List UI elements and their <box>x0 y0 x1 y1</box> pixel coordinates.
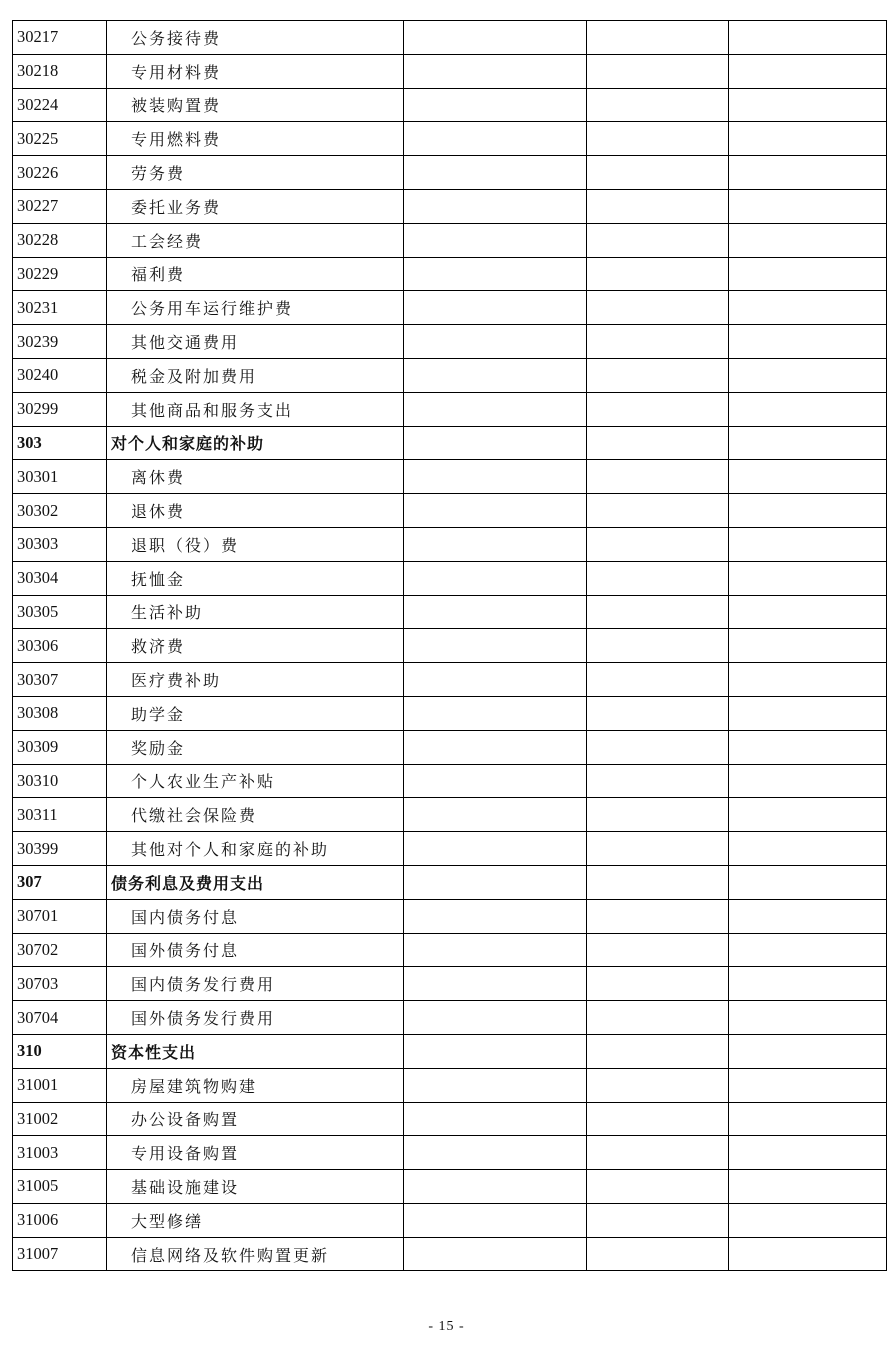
row-value-cell-3 <box>729 189 887 223</box>
row-name: 专用设备购置 <box>107 1136 404 1170</box>
row-value-cell-2 <box>587 967 729 1001</box>
row-value-cell-2 <box>587 527 729 561</box>
row-value-cell-3 <box>729 1170 887 1204</box>
table-row <box>13 54 887 88</box>
row-name: 代缴社会保险费 <box>107 798 404 832</box>
row-value-cell-3 <box>729 899 887 933</box>
table-row <box>13 122 887 156</box>
row-code: 30307 <box>13 663 107 697</box>
row-value-cell-3 <box>729 1237 887 1271</box>
row-value-cell-3 <box>729 696 887 730</box>
table-row <box>13 1136 887 1170</box>
row-code: 30702 <box>13 933 107 967</box>
row-code: 31001 <box>13 1068 107 1102</box>
row-code: 310 <box>13 1034 107 1068</box>
row-value-cell-2 <box>587 392 729 426</box>
row-value-cell-3 <box>729 832 887 866</box>
row-value-cell-1 <box>404 1203 587 1237</box>
row-value-cell-2 <box>587 1237 729 1271</box>
row-code: 31005 <box>13 1170 107 1204</box>
row-value-cell-1 <box>404 156 587 190</box>
row-value-cell-2 <box>587 629 729 663</box>
row-value-cell-2 <box>587 358 729 392</box>
row-code: 30704 <box>13 1001 107 1035</box>
row-value-cell-3 <box>729 1034 887 1068</box>
row-value-cell-2 <box>587 865 729 899</box>
row-name: 委托业务费 <box>107 189 404 223</box>
row-name: 其他交通费用 <box>107 325 404 359</box>
row-value-cell-2 <box>587 494 729 528</box>
row-value-cell-3 <box>729 325 887 359</box>
row-code: 30226 <box>13 156 107 190</box>
row-value-cell-2 <box>587 764 729 798</box>
row-code: 31007 <box>13 1237 107 1271</box>
row-code: 30701 <box>13 899 107 933</box>
row-code: 30308 <box>13 696 107 730</box>
row-value-cell-3 <box>729 1102 887 1136</box>
row-value-cell-2 <box>587 1034 729 1068</box>
row-code: 30218 <box>13 54 107 88</box>
row-value-cell-3 <box>729 460 887 494</box>
row-name: 国外债务发行费用 <box>107 1001 404 1035</box>
row-name: 专用材料费 <box>107 54 404 88</box>
row-code: 30306 <box>13 629 107 663</box>
table-row <box>13 595 887 629</box>
row-name: 助学金 <box>107 696 404 730</box>
row-value-cell-3 <box>729 122 887 156</box>
row-name: 救济费 <box>107 629 404 663</box>
row-code: 30225 <box>13 122 107 156</box>
row-value-cell-1 <box>404 798 587 832</box>
row-value-cell-2 <box>587 291 729 325</box>
table-row <box>13 1001 887 1035</box>
row-value-cell-1 <box>404 629 587 663</box>
table-row <box>13 156 887 190</box>
table-row <box>13 561 887 595</box>
row-value-cell-2 <box>587 54 729 88</box>
row-value-cell-3 <box>729 595 887 629</box>
row-code: 30703 <box>13 967 107 1001</box>
row-value-cell-2 <box>587 832 729 866</box>
table-row <box>13 798 887 832</box>
row-name: 资本性支出 <box>107 1034 404 1068</box>
row-value-cell-2 <box>587 595 729 629</box>
row-code: 30231 <box>13 291 107 325</box>
row-value-cell-3 <box>729 88 887 122</box>
row-code: 30224 <box>13 88 107 122</box>
row-code: 31003 <box>13 1136 107 1170</box>
category-row <box>13 1034 887 1068</box>
row-code: 31002 <box>13 1102 107 1136</box>
row-value-cell-1 <box>404 392 587 426</box>
row-value-cell-1 <box>404 1170 587 1204</box>
row-code: 30229 <box>13 257 107 291</box>
row-value-cell-2 <box>587 189 729 223</box>
row-name: 被装购置费 <box>107 88 404 122</box>
row-value-cell-3 <box>729 392 887 426</box>
row-value-cell-2 <box>587 21 729 55</box>
row-code: 30310 <box>13 764 107 798</box>
table-row <box>13 291 887 325</box>
row-name: 退休费 <box>107 494 404 528</box>
row-value-cell-2 <box>587 223 729 257</box>
table-row <box>13 21 887 55</box>
table-row <box>13 1170 887 1204</box>
table-row <box>13 358 887 392</box>
row-value-cell-1 <box>404 291 587 325</box>
row-name: 信息网络及软件购置更新 <box>107 1237 404 1271</box>
row-value-cell-2 <box>587 933 729 967</box>
row-code: 30311 <box>13 798 107 832</box>
row-value-cell-3 <box>729 1001 887 1035</box>
row-value-cell-2 <box>587 426 729 460</box>
row-code: 30305 <box>13 595 107 629</box>
row-name: 离休费 <box>107 460 404 494</box>
row-value-cell-3 <box>729 561 887 595</box>
row-code: 30399 <box>13 832 107 866</box>
row-value-cell-2 <box>587 1136 729 1170</box>
row-value-cell-3 <box>729 629 887 663</box>
row-value-cell-3 <box>729 764 887 798</box>
row-value-cell-1 <box>404 54 587 88</box>
row-value-cell-1 <box>404 933 587 967</box>
row-value-cell-1 <box>404 1001 587 1035</box>
row-value-cell-3 <box>729 967 887 1001</box>
row-value-cell-2 <box>587 156 729 190</box>
row-code: 30228 <box>13 223 107 257</box>
row-value-cell-1 <box>404 1237 587 1271</box>
table-row <box>13 494 887 528</box>
row-value-cell-2 <box>587 1170 729 1204</box>
row-value-cell-2 <box>587 798 729 832</box>
row-code: 30302 <box>13 494 107 528</box>
row-value-cell-3 <box>729 527 887 561</box>
table-row <box>13 933 887 967</box>
row-value-cell-3 <box>729 21 887 55</box>
row-name: 办公设备购置 <box>107 1102 404 1136</box>
row-name: 房屋建筑物购建 <box>107 1068 404 1102</box>
table-body <box>13 21 887 1271</box>
table-row <box>13 1102 887 1136</box>
row-value-cell-2 <box>587 460 729 494</box>
row-value-cell-1 <box>404 527 587 561</box>
row-value-cell-1 <box>404 832 587 866</box>
row-value-cell-1 <box>404 189 587 223</box>
table-row <box>13 189 887 223</box>
row-value-cell-1 <box>404 730 587 764</box>
row-value-cell-1 <box>404 595 587 629</box>
row-name: 税金及附加费用 <box>107 358 404 392</box>
row-name: 基础设施建设 <box>107 1170 404 1204</box>
row-name: 对个人和家庭的补助 <box>107 426 404 460</box>
table-row <box>13 88 887 122</box>
row-name: 公务接待费 <box>107 21 404 55</box>
row-code: 30239 <box>13 325 107 359</box>
row-name: 大型修缮 <box>107 1203 404 1237</box>
row-value-cell-1 <box>404 460 587 494</box>
table-row <box>13 460 887 494</box>
page-number: - 15 - <box>428 1319 465 1334</box>
row-name: 国内债务付息 <box>107 899 404 933</box>
row-value-cell-2 <box>587 663 729 697</box>
row-value-cell-1 <box>404 1102 587 1136</box>
row-value-cell-1 <box>404 899 587 933</box>
row-code: 30303 <box>13 527 107 561</box>
row-code: 30301 <box>13 460 107 494</box>
row-name: 其他商品和服务支出 <box>107 392 404 426</box>
row-value-cell-2 <box>587 1203 729 1237</box>
row-value-cell-1 <box>404 223 587 257</box>
row-value-cell-3 <box>729 426 887 460</box>
row-value-cell-3 <box>729 291 887 325</box>
row-value-cell-1 <box>404 1136 587 1170</box>
table-row <box>13 325 887 359</box>
row-code: 30304 <box>13 561 107 595</box>
row-value-cell-3 <box>729 730 887 764</box>
table-row <box>13 663 887 697</box>
row-name: 其他对个人和家庭的补助 <box>107 832 404 866</box>
row-value-cell-3 <box>729 358 887 392</box>
row-value-cell-1 <box>404 358 587 392</box>
row-value-cell-2 <box>587 1102 729 1136</box>
row-name: 公务用车运行维护费 <box>107 291 404 325</box>
row-code: 31006 <box>13 1203 107 1237</box>
row-value-cell-3 <box>729 1068 887 1102</box>
budget-table <box>12 20 887 1271</box>
row-value-cell-1 <box>404 88 587 122</box>
row-value-cell-2 <box>587 1001 729 1035</box>
row-code: 307 <box>13 865 107 899</box>
row-name: 医疗费补助 <box>107 663 404 697</box>
row-name: 劳务费 <box>107 156 404 190</box>
table-row <box>13 527 887 561</box>
table-row <box>13 392 887 426</box>
row-value-cell-3 <box>729 156 887 190</box>
row-value-cell-2 <box>587 122 729 156</box>
row-value-cell-2 <box>587 1068 729 1102</box>
row-value-cell-1 <box>404 122 587 156</box>
row-value-cell-1 <box>404 865 587 899</box>
row-name: 国外债务付息 <box>107 933 404 967</box>
row-value-cell-1 <box>404 257 587 291</box>
row-code: 30299 <box>13 392 107 426</box>
row-code: 30309 <box>13 730 107 764</box>
row-name: 福利费 <box>107 257 404 291</box>
row-value-cell-2 <box>587 257 729 291</box>
row-value-cell-3 <box>729 663 887 697</box>
row-code: 30240 <box>13 358 107 392</box>
row-value-cell-3 <box>729 257 887 291</box>
row-value-cell-1 <box>404 21 587 55</box>
row-name: 个人农业生产补贴 <box>107 764 404 798</box>
row-value-cell-2 <box>587 561 729 595</box>
row-value-cell-1 <box>404 663 587 697</box>
table-row <box>13 967 887 1001</box>
table-row <box>13 730 887 764</box>
table-row <box>13 899 887 933</box>
row-code: 303 <box>13 426 107 460</box>
row-value-cell-1 <box>404 1034 587 1068</box>
row-value-cell-2 <box>587 696 729 730</box>
row-name: 生活补助 <box>107 595 404 629</box>
row-value-cell-1 <box>404 494 587 528</box>
row-value-cell-2 <box>587 88 729 122</box>
row-value-cell-3 <box>729 865 887 899</box>
row-name: 退职（役）费 <box>107 527 404 561</box>
table-row <box>13 832 887 866</box>
row-value-cell-1 <box>404 696 587 730</box>
row-value-cell-1 <box>404 426 587 460</box>
table-row <box>13 1237 887 1271</box>
table-row <box>13 1203 887 1237</box>
row-value-cell-2 <box>587 730 729 764</box>
row-name: 奖励金 <box>107 730 404 764</box>
row-code: 30217 <box>13 21 107 55</box>
category-row <box>13 426 887 460</box>
row-name: 国内债务发行费用 <box>107 967 404 1001</box>
table-row <box>13 696 887 730</box>
table-row <box>13 223 887 257</box>
row-value-cell-2 <box>587 899 729 933</box>
row-value-cell-1 <box>404 561 587 595</box>
row-code: 30227 <box>13 189 107 223</box>
table-row <box>13 257 887 291</box>
row-value-cell-1 <box>404 325 587 359</box>
table-row <box>13 1068 887 1102</box>
row-name: 工会经费 <box>107 223 404 257</box>
row-name: 债务利息及费用支出 <box>107 865 404 899</box>
row-name: 抚恤金 <box>107 561 404 595</box>
row-value-cell-1 <box>404 967 587 1001</box>
row-value-cell-1 <box>404 764 587 798</box>
row-value-cell-3 <box>729 933 887 967</box>
row-value-cell-3 <box>729 54 887 88</box>
row-name: 专用燃料费 <box>107 122 404 156</box>
category-row <box>13 865 887 899</box>
row-value-cell-3 <box>729 223 887 257</box>
row-value-cell-3 <box>729 494 887 528</box>
row-value-cell-1 <box>404 1068 587 1102</box>
table-row <box>13 764 887 798</box>
table-row <box>13 629 887 663</box>
row-value-cell-3 <box>729 798 887 832</box>
row-value-cell-3 <box>729 1203 887 1237</box>
row-value-cell-2 <box>587 325 729 359</box>
row-value-cell-3 <box>729 1136 887 1170</box>
